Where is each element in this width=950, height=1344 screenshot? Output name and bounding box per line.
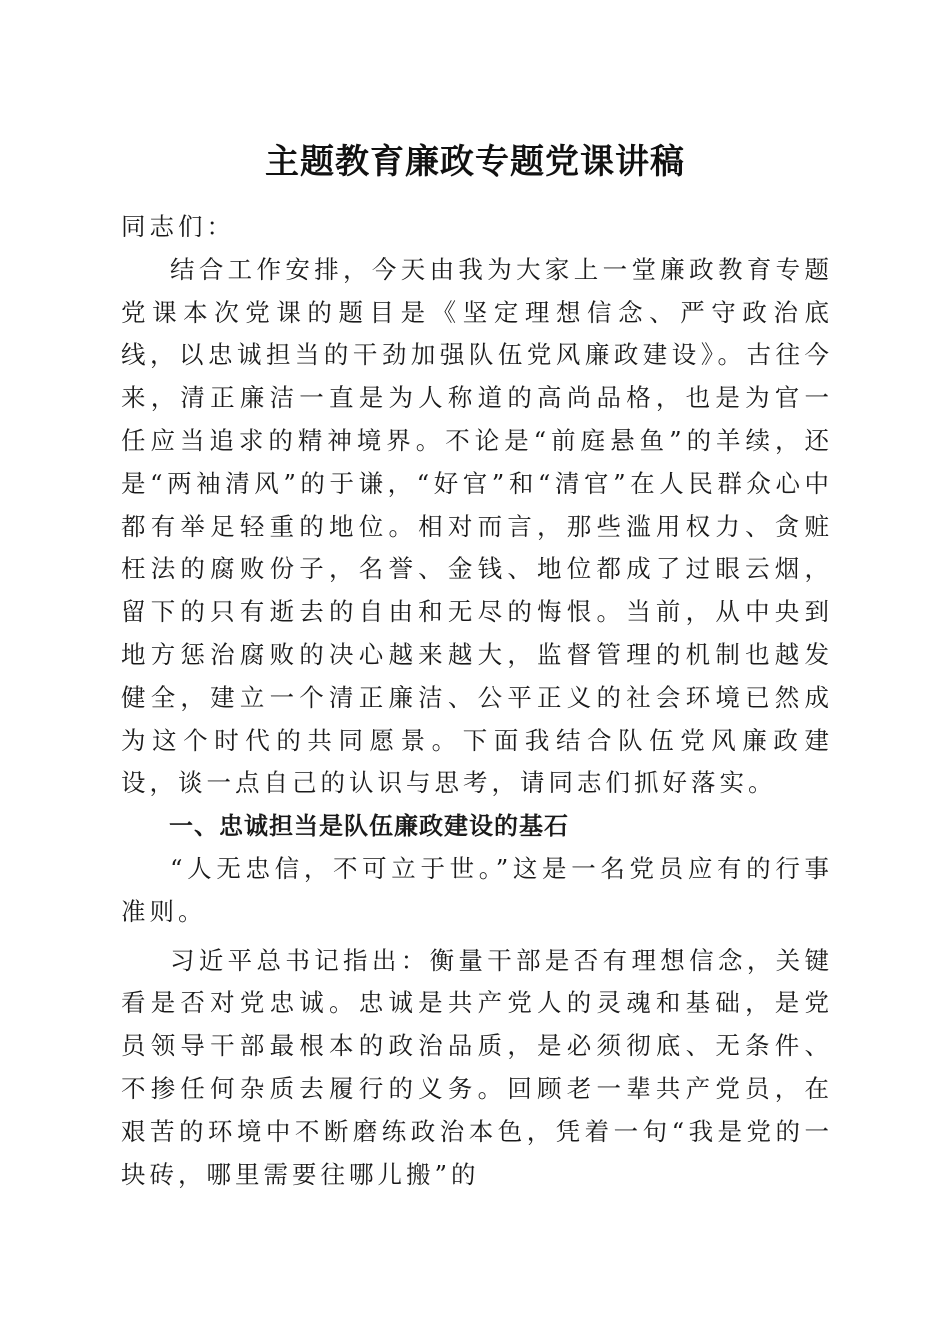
document-body (121, 206, 833, 1196)
intro-paragraph: 结合工作安排，今天由我为大家上一堂廉政教育专题党课本次党课的题目是《坚定理想信念、严守政治底线，以忠诚担当的干劲加强队伍党风廉政建设》。古往今来，清正廉洁一直是为人称道的高尚品格，也是为官一任应当追求的精神境界。不论是“前庭悬鱼”的羊续，还是“两袖清风”的于谦，“好官”和“清官”在人民群众心中都有举足轻重的地位。相对而言，那些滥用权力、贪赃枉法的腐败份子，名誉、金钱、地位都成了过眼云烟，留下的只有逝去的自由和无尽的悔恨。当前，从中央到地方惩治腐败的决心越来越大，监督管理的机制也越发健全，建立一个清正廉洁、公平正义的社会环境已然成为这个时代的共同愿景。下面我结合队伍党风廉政建设，谈一点自己的认识与思考，请同志们抓好落实。 (121, 254, 833, 798)
document-title: 主题教育廉政专题党课讲稿 (265, 142, 685, 182)
section-heading-1: 一、忠诚担当是队伍廉政建设的基石 (169, 812, 569, 841)
section1-paragraph-2: 习近平总书记指出：衡量干部是否有理想信念，关键看是否对党忠诚。忠诚是共产党人的灵魂和基础，是党员领导干部最根本的政治品质，是必须彻底、无条件、不掺任何杂质去履行的义务。回顾老一辈共产党员，在艰苦的环境中不断磨练政治本色，凭着一句“我是党的一块砖，哪里需要往哪儿搬”的 (121, 945, 833, 1189)
salutation: 同志们： (121, 212, 235, 241)
section1-paragraph-1: “人无忠信，不可立于世。”这是一名党员应有的行事准则。 (121, 853, 833, 926)
